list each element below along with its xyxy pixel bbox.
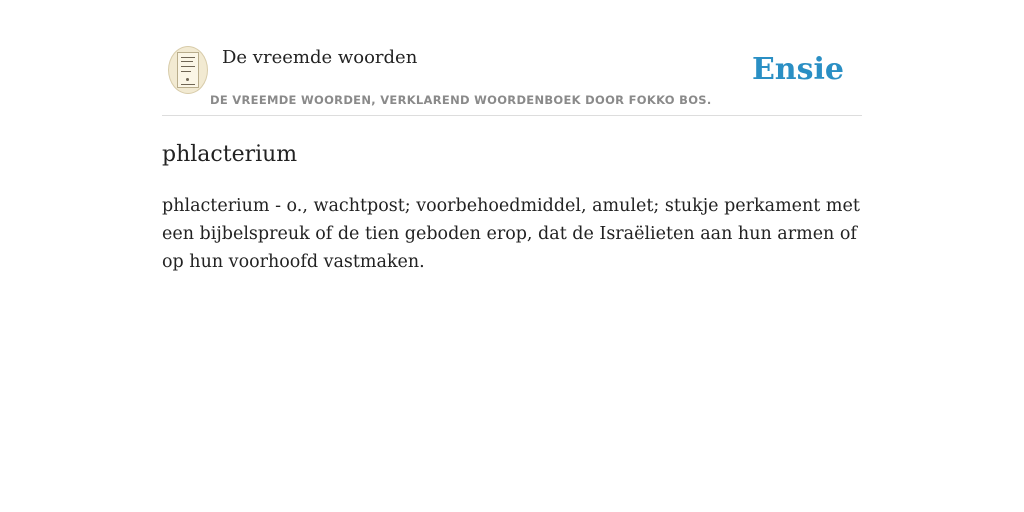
book-page [177,52,199,88]
cover-line [181,57,195,58]
ensie-logo-link[interactable]: Ensie [751,52,844,87]
cover-dot [186,78,189,81]
entry-word-heading: phlacterium [162,142,298,167]
dictionary-subtitle: DE VREEMDE WOORDEN, VERKLAREND WOORDENBOEK DOOR FOKKO BOS. [210,93,712,107]
dictionary-title[interactable]: De vreemde woorden [222,47,418,68]
page-container [162,0,862,272]
dictionary-header [162,0,862,116]
cover-line [181,66,195,67]
cover-line [181,61,193,62]
cover-line [181,84,195,85]
cover-line [181,71,191,72]
book-cover-icon[interactable] [168,46,208,94]
entry-definition: phlacterium - o., wachtpost; voorbehoedmiddel, amulet; stukje perkament met een bijbelspreuk of de tien geboden erop, dat de Israëlieten aan hun armen of op hun voorhoofd vastmaken. [162,196,860,272]
